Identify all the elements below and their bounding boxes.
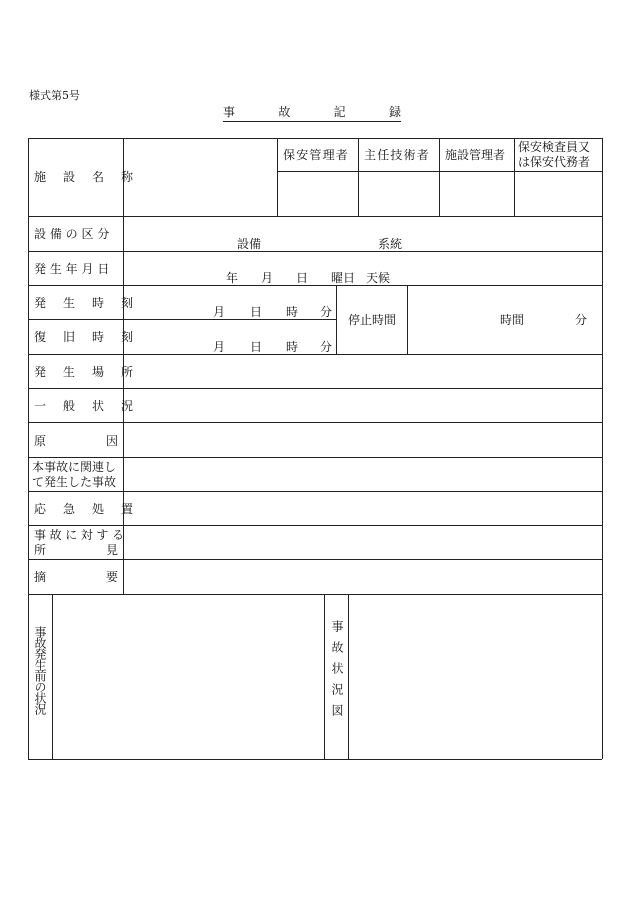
header-facility-manager: 施設管理者 bbox=[445, 148, 506, 162]
form-number: 様式第5号 bbox=[29, 89, 80, 102]
label-equipment-class: 設備の区分 bbox=[34, 227, 114, 241]
document-title bbox=[223, 103, 401, 122]
field-stop-minutes: 分 bbox=[575, 313, 588, 327]
label-occurrence-date: 発生年月日 bbox=[34, 262, 114, 276]
field-rec-hour: 時 bbox=[286, 340, 299, 354]
field-rec-day: 日 bbox=[250, 340, 263, 354]
label-recovery-time: 復 旧 時 刻 bbox=[34, 330, 140, 344]
label-opinion-2-right: 見 bbox=[106, 543, 119, 557]
field-rec-month: 月 bbox=[213, 340, 226, 354]
label-opinion-1: 事故に対する bbox=[34, 528, 128, 542]
label-stop-time: 停止時間 bbox=[348, 313, 397, 327]
label-emergency-measures: 応 急 処 置 bbox=[34, 502, 140, 516]
label-before-accident-status: 事故発生前の状況 bbox=[33, 626, 47, 714]
field-occ-hour: 時 bbox=[286, 305, 299, 319]
field-date-month: 月 bbox=[261, 271, 274, 285]
field-date-year: 年 bbox=[226, 271, 239, 285]
header-inspector-2: は保安代務者 bbox=[518, 155, 591, 169]
label-summary-left: 摘 bbox=[34, 570, 47, 584]
title-char-4: 録 bbox=[388, 105, 401, 119]
label-accident-diagram: 事故状況図 bbox=[330, 620, 344, 725]
field-date-day: 日 bbox=[296, 271, 309, 285]
label-cause-right: 因 bbox=[106, 434, 119, 448]
header-security-manager: 保安管理者 bbox=[283, 148, 350, 162]
field-date-weather: 天候 bbox=[366, 271, 391, 285]
label-summary-right: 要 bbox=[106, 570, 119, 584]
field-occ-day: 日 bbox=[250, 305, 263, 319]
field-rec-minute: 分 bbox=[320, 340, 333, 354]
title-char-3: 記 bbox=[333, 105, 346, 119]
field-date-weekday: 曜日 bbox=[331, 271, 356, 285]
field-equipment: 設備 bbox=[237, 237, 262, 251]
label-occurrence-place: 発 生 場 所 bbox=[34, 365, 140, 379]
field-stop-hours: 時間 bbox=[500, 313, 525, 327]
header-inspector-1: 保安検査員又 bbox=[518, 140, 591, 154]
label-facility-name: 施 設 名 称 bbox=[34, 170, 140, 184]
header-chief-engineer: 主任技術者 bbox=[364, 148, 431, 162]
field-occ-month: 月 bbox=[213, 305, 226, 319]
label-cause-left: 原 bbox=[34, 434, 47, 448]
title-char-1: 事 bbox=[223, 105, 236, 119]
label-related-accident-2: て発生した事故 bbox=[32, 475, 117, 489]
label-general-status: 一 般 状 況 bbox=[34, 399, 140, 413]
field-occ-minute: 分 bbox=[320, 305, 333, 319]
field-system: 系統 bbox=[378, 237, 403, 251]
label-occurrence-time: 発 生 時 刻 bbox=[34, 296, 140, 310]
label-opinion-2-left: 所 bbox=[34, 543, 47, 557]
label-related-accident-1: 本事故に関連し bbox=[32, 460, 117, 474]
title-char-2: 故 bbox=[278, 105, 291, 119]
